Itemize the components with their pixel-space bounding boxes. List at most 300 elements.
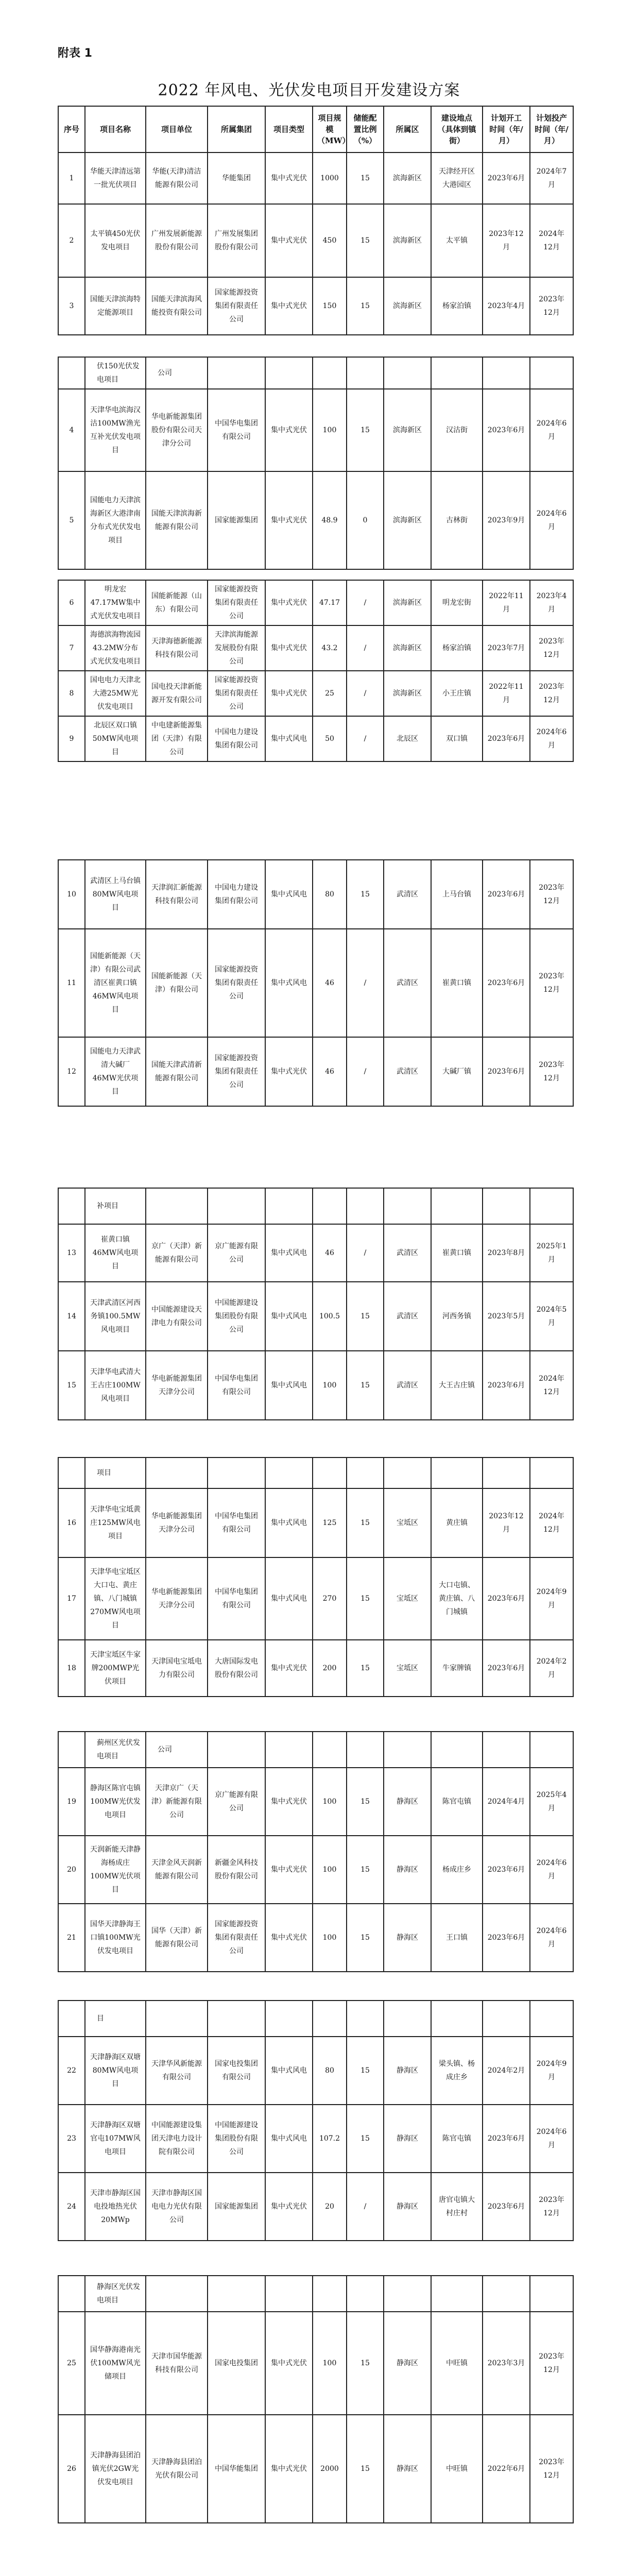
cell-group: 国家电投集团有限公司: [208, 2037, 265, 2105]
cell-name: 崔黄口镇46MW风电项目: [85, 1224, 146, 1282]
empty-cell: [58, 1458, 85, 1488]
table-row: [58, 2037, 573, 2105]
cell-finish: 2023年12月: [530, 277, 573, 335]
empty-cell: [530, 1458, 573, 1488]
cell-group: 中国华电集团有限公司: [208, 1351, 265, 1420]
cell-capacity: 1000: [313, 152, 347, 204]
cell-start: 2023年6月: [483, 716, 530, 761]
cell-seq: 13: [58, 1224, 85, 1282]
table-row: [58, 580, 573, 625]
empty-cell: [146, 1458, 208, 1488]
cell-capacity: 46: [313, 1224, 347, 1282]
cell-district: 宝坻区: [384, 1557, 431, 1640]
cell-finish: 2023年12月: [530, 671, 573, 716]
cell-storage: 15: [347, 1557, 384, 1640]
continuation-row: [58, 2001, 573, 2037]
cell-capacity: 80: [313, 860, 347, 929]
table-row: [58, 1037, 573, 1106]
cell-seq: 24: [58, 2173, 85, 2241]
cell-unit: 天津京广（天津）新能源有限公司: [146, 1768, 208, 1836]
cell-name: 天津宝坻区牛家牌200MWP光伏项目: [85, 1640, 146, 1697]
table-row: [58, 2173, 573, 2241]
cell-type: 集中式风电: [265, 860, 313, 929]
cell-group: 中国华能集团: [208, 2415, 265, 2523]
cell-storage: 15: [347, 1351, 384, 1420]
cell-location: 杨成庄乡: [431, 1836, 483, 1904]
empty-cell: [313, 1458, 347, 1488]
cell-type: 集中式光伏: [265, 2173, 313, 2241]
table-row: [58, 1904, 573, 1972]
cell-storage: /: [347, 580, 384, 625]
cell-start: 2023年3月: [483, 2312, 530, 2415]
cell-district: 静海区: [384, 2037, 431, 2105]
empty-cell: [431, 1188, 483, 1224]
cell-group: 京广能源有限公司: [208, 1224, 265, 1282]
cell-unit: 中电建新能源集团（天津）有限公司: [146, 716, 208, 761]
cell-seq: 7: [58, 625, 85, 671]
cell-group: 中国华电集团有限公司: [208, 1488, 265, 1557]
empty-cell: [530, 1732, 573, 1768]
cell-name: 海德滨海物流园43.2MW分布式光伏发电项目: [85, 625, 146, 671]
empty-cell: [483, 1458, 530, 1488]
continued-project-unit: 公司: [146, 357, 208, 389]
cell-storage: 15: [347, 2312, 384, 2415]
cell-district: 滨海新区: [384, 152, 431, 204]
cell-name: 天津华电宝坻黄庄125MW风电项目: [85, 1488, 146, 1557]
empty-cell: [384, 1188, 431, 1224]
table-row: [58, 1224, 573, 1282]
cell-unit: 国能天津滨海风能投资有限公司: [146, 277, 208, 335]
cell-capacity: 43.2: [313, 625, 347, 671]
cell-type: 集中式风电: [265, 929, 313, 1037]
cell-seq: 10: [58, 860, 85, 929]
project-table: [58, 357, 574, 570]
cell-group: 国家能源投资集团有限责任公司: [208, 671, 265, 716]
column-header-location: 建设地点（具体到镇街）: [431, 106, 483, 152]
cell-capacity: 25: [313, 671, 347, 716]
cell-capacity: 100: [313, 1351, 347, 1420]
cell-capacity: 46: [313, 929, 347, 1037]
cell-finish: 2024年6月: [530, 389, 573, 471]
cell-location: 天津经开区大港园区: [431, 152, 483, 204]
cell-location: 太平镇: [431, 204, 483, 277]
cell-storage: 15: [347, 2415, 384, 2523]
cell-district: 武清区: [384, 1282, 431, 1351]
table-row: [58, 389, 573, 471]
cell-group: 天津滨海能源发展股份有限公司: [208, 625, 265, 671]
continued-project-name: 补项目: [85, 1188, 146, 1224]
empty-cell: [58, 2001, 85, 2037]
empty-cell: [208, 2276, 265, 2312]
cell-type: 集中式光伏: [265, 1640, 313, 1697]
column-header-start: 计划开工时间（年/月）: [483, 106, 530, 152]
cell-district: 滨海新区: [384, 671, 431, 716]
cell-district: 静海区: [384, 2173, 431, 2241]
table-page-8: [58, 2000, 573, 2241]
empty-cell: [483, 1732, 530, 1768]
cell-seq: 15: [58, 1351, 85, 1420]
cell-name: 明龙宏47.17MW集中式光伏发电项目: [85, 580, 146, 625]
empty-cell: [146, 1188, 208, 1224]
empty-cell: [384, 357, 431, 389]
cell-group: 国家能源投资集团有限责任公司: [208, 1904, 265, 1972]
cell-capacity: 47.17: [313, 580, 347, 625]
project-table: [58, 580, 574, 762]
table-row: [58, 2105, 573, 2173]
cell-unit: 天津金风天润新能源有限公司: [146, 1836, 208, 1904]
cell-storage: 0: [347, 471, 384, 569]
cell-unit: 天津市静海区国电电力光伏有限公司: [146, 2173, 208, 2241]
cell-start: 2023年12月: [483, 1488, 530, 1557]
cell-district: 北辰区: [384, 716, 431, 761]
cell-finish: 2024年9月: [530, 2037, 573, 2105]
empty-cell: [347, 1458, 384, 1488]
column-header-district: 所属区: [384, 106, 431, 152]
cell-storage: /: [347, 2173, 384, 2241]
cell-type: 集中式光伏: [265, 625, 313, 671]
cell-district: 武清区: [384, 1224, 431, 1282]
cell-seq: 14: [58, 1282, 85, 1351]
continued-project-name: 目: [85, 2001, 146, 2037]
cell-seq: 8: [58, 671, 85, 716]
table-row: [58, 625, 573, 671]
cell-finish: 2025年1月: [530, 1224, 573, 1282]
cell-group: 中国华电集团有限公司: [208, 389, 265, 471]
empty-cell: [530, 2001, 573, 2037]
cell-finish: 2024年6月: [530, 1904, 573, 1972]
cell-unit: 华电新能源集团天津分公司: [146, 1351, 208, 1420]
continued-project-name: 项目: [85, 1458, 146, 1488]
cell-location: 双口镇: [431, 716, 483, 761]
empty-cell: [431, 357, 483, 389]
cell-unit: 华电新能源集团股份有限公司天津分公司: [146, 389, 208, 471]
cell-location: 汉沽街: [431, 389, 483, 471]
cell-district: 静海区: [384, 1904, 431, 1972]
empty-cell: [208, 1458, 265, 1488]
cell-location: 杨家泊镇: [431, 625, 483, 671]
empty-cell: [384, 2276, 431, 2312]
cell-start: 2023年6月: [483, 2173, 530, 2241]
empty-cell: [347, 357, 384, 389]
empty-cell: [313, 2001, 347, 2037]
empty-cell: [313, 357, 347, 389]
cell-capacity: 46: [313, 1037, 347, 1106]
cell-group: 国家能源集团: [208, 2173, 265, 2241]
table-page-4: [58, 859, 573, 1107]
empty-cell: [58, 1732, 85, 1768]
cell-group: 国家能源投资集团有限责任公司: [208, 929, 265, 1037]
cell-storage: 15: [347, 1768, 384, 1836]
cell-district: 滨海新区: [384, 389, 431, 471]
table-row: [58, 1836, 573, 1904]
cell-location: 杨家泊镇: [431, 277, 483, 335]
cell-capacity: 100: [313, 1836, 347, 1904]
cell-capacity: 125: [313, 1488, 347, 1557]
cell-storage: /: [347, 1224, 384, 1282]
table-row: [58, 152, 573, 204]
empty-cell: [208, 2001, 265, 2037]
cell-group: 国家能源投资集团有限责任公司: [208, 277, 265, 335]
table-row: [58, 929, 573, 1037]
cell-seq: 1: [58, 152, 85, 204]
cell-unit: 中国能源建设天津电力有限公司: [146, 1282, 208, 1351]
cell-finish: 2023年12月: [530, 625, 573, 671]
cell-type: 集中式风电: [265, 716, 313, 761]
project-table: [58, 2000, 574, 2241]
cell-group: 中国电力建设集团有限公司: [208, 860, 265, 929]
cell-start: 2023年6月: [483, 2105, 530, 2173]
cell-capacity: 100: [313, 1768, 347, 1836]
cell-start: 2023年7月: [483, 625, 530, 671]
table-row: [58, 2312, 573, 2415]
empty-cell: [58, 357, 85, 389]
cell-name: 国华天津静海王口镇100MW光伏发电项目: [85, 1904, 146, 1972]
cell-type: 集中式光伏: [265, 2312, 313, 2415]
empty-cell: [265, 1188, 313, 1224]
cell-capacity: 100: [313, 1904, 347, 1972]
cell-type: 集中式风电: [265, 1224, 313, 1282]
cell-type: 集中式光伏: [265, 152, 313, 204]
cell-type: 集中式光伏: [265, 1037, 313, 1106]
continuation-row: [58, 1458, 573, 1488]
cell-capacity: 450: [313, 204, 347, 277]
cell-unit: 国能天津武清新能源有限公司: [146, 1037, 208, 1106]
empty-cell: [347, 2001, 384, 2037]
cell-start: 2023年8月: [483, 1224, 530, 1282]
table-row: [58, 471, 573, 569]
cell-capacity: 80: [313, 2037, 347, 2105]
empty-cell: [431, 1732, 483, 1768]
continuation-row: [58, 357, 573, 389]
cell-location: 古林街: [431, 471, 483, 569]
continuation-row: [58, 1188, 573, 1224]
cell-type: 集中式光伏: [265, 1904, 313, 1972]
cell-location: 大王古庄镇: [431, 1351, 483, 1420]
cell-start: 2023年6月: [483, 1640, 530, 1697]
project-table: [58, 1457, 574, 1697]
cell-storage: 15: [347, 860, 384, 929]
cell-location: 王口镇: [431, 1904, 483, 1972]
cell-name: 天津静海区双塘官屯107MW风电项目: [85, 2105, 146, 2173]
cell-location: 中旺镇: [431, 2415, 483, 2523]
cell-district: 宝坻区: [384, 1488, 431, 1557]
cell-type: 集中式风电: [265, 2037, 313, 2105]
cell-start: 2023年6月: [483, 1037, 530, 1106]
cell-finish: 2024年6月: [530, 716, 573, 761]
cell-location: 小王庄镇: [431, 671, 483, 716]
cell-name: 国华静海港南光伏100MW风光储项目: [85, 2312, 146, 2415]
cell-seq: 16: [58, 1488, 85, 1557]
cell-location: 陈官屯镇: [431, 2105, 483, 2173]
cell-group: 中国能源建设集团股份有限公司: [208, 1282, 265, 1351]
cell-seq: 3: [58, 277, 85, 335]
cell-storage: 15: [347, 1640, 384, 1697]
cell-finish: 2024年7月: [530, 152, 573, 204]
cell-name: 天津市静海区国电投地热光伏20MWp: [85, 2173, 146, 2241]
cell-district: 静海区: [384, 1768, 431, 1836]
cell-group: 大唐国际发电股份有限公司: [208, 1640, 265, 1697]
cell-seq: 20: [58, 1836, 85, 1904]
cell-unit: 天津静海县团泊光伏有限公司: [146, 2415, 208, 2523]
cell-seq: 23: [58, 2105, 85, 2173]
empty-cell: [483, 2276, 530, 2312]
cell-finish: 2024年5月: [530, 1282, 573, 1351]
cell-district: 宝坻区: [384, 1640, 431, 1697]
cell-group: 广州发展集团股份有限公司: [208, 204, 265, 277]
table-row: [58, 1768, 573, 1836]
cell-finish: 2024年12月: [530, 1488, 573, 1557]
cell-unit: 国电投天津新能源开发有限公司: [146, 671, 208, 716]
project-table: [58, 1731, 574, 1972]
cell-storage: /: [347, 625, 384, 671]
cell-group: 中国电力建设集团有限公司: [208, 716, 265, 761]
cell-district: 滨海新区: [384, 204, 431, 277]
cell-unit: 国能新能源（天津）有限公司: [146, 929, 208, 1037]
empty-cell: [265, 2276, 313, 2312]
cell-capacity: 100: [313, 2312, 347, 2415]
cell-capacity: 100: [313, 389, 347, 471]
empty-cell: [483, 357, 530, 389]
empty-cell: [146, 2276, 208, 2312]
cell-seq: 18: [58, 1640, 85, 1697]
cell-storage: 15: [347, 1904, 384, 1972]
cell-capacity: 150: [313, 277, 347, 335]
cell-location: 崔黄口镇: [431, 929, 483, 1037]
empty-cell: [431, 2001, 483, 2037]
cell-storage: /: [347, 671, 384, 716]
cell-capacity: 48.9: [313, 471, 347, 569]
cell-type: 集中式风电: [265, 1282, 313, 1351]
table-page-2: [58, 357, 573, 570]
table-page-5: [58, 1188, 573, 1420]
cell-unit: 中国能源建设集团天津电力设计院有限公司: [146, 2105, 208, 2173]
cell-storage: 15: [347, 152, 384, 204]
cell-start: 2022年11月: [483, 580, 530, 625]
empty-cell: [530, 1188, 573, 1224]
header-row: [58, 106, 573, 152]
cell-seq: 26: [58, 2415, 85, 2523]
cell-type: 集中式光伏: [265, 2415, 313, 2523]
cell-location: 明龙宏街: [431, 580, 483, 625]
cell-capacity: 200: [313, 1640, 347, 1697]
cell-start: 2023年6月: [483, 1351, 530, 1420]
cell-district: 静海区: [384, 2415, 431, 2523]
cell-start: 2023年6月: [483, 1557, 530, 1640]
empty-cell: [208, 1732, 265, 1768]
cell-start: 2023年6月: [483, 152, 530, 204]
cell-location: 陈官屯镇: [431, 1768, 483, 1836]
cell-name: 天津静海县团泊镇光伏2GW光伏发电项目: [85, 2415, 146, 2523]
table-page-7: [58, 1731, 573, 1972]
cell-type: 集中式风电: [265, 2105, 313, 2173]
cell-unit: 广州发展新能源股份有限公司: [146, 204, 208, 277]
cell-storage: 15: [347, 204, 384, 277]
cell-group: 国家能源集团: [208, 471, 265, 569]
table-page-9: [58, 2275, 573, 2523]
empty-cell: [265, 1732, 313, 1768]
attachment-label: 附表 1: [58, 47, 92, 60]
empty-cell: [265, 357, 313, 389]
cell-finish: 2024年12月: [530, 204, 573, 277]
cell-finish: 2023年12月: [530, 1037, 573, 1106]
empty-cell: [208, 1188, 265, 1224]
cell-seq: 6: [58, 580, 85, 625]
table-row: [58, 204, 573, 277]
column-header-finish: 计划投产时间（年/月）: [530, 106, 573, 152]
cell-seq: 17: [58, 1557, 85, 1640]
cell-type: 集中式光伏: [265, 204, 313, 277]
empty-cell: [313, 1188, 347, 1224]
cell-finish: 2024年6月: [530, 471, 573, 569]
continued-project-name: 静海区光伏发电项目: [85, 2276, 146, 2312]
cell-seq: 25: [58, 2312, 85, 2415]
cell-name: 天津华电武清大王古庄100MW风电项目: [85, 1351, 146, 1420]
cell-type: 集中式风电: [265, 1488, 313, 1557]
empty-cell: [530, 357, 573, 389]
cell-finish: 2023年12月: [530, 2312, 573, 2415]
cell-name: 华能天津清远第一批光伏项目: [85, 152, 146, 204]
cell-location: 大碱厂镇: [431, 1037, 483, 1106]
cell-name: 北辰区双口镇50MW风电项目: [85, 716, 146, 761]
cell-unit: 华电新能源集团天津分公司: [146, 1488, 208, 1557]
cell-finish: 2023年12月: [530, 929, 573, 1037]
cell-location: 唐官屯镇大村庄村: [431, 2173, 483, 2241]
cell-location: 梁头镇、杨成庄乡: [431, 2037, 483, 2105]
cell-name: 太平镇450光伏发电项目: [85, 204, 146, 277]
cell-finish: 2024年12月: [530, 1351, 573, 1420]
cell-unit: 天津海德新能源科技有限公司: [146, 625, 208, 671]
cell-type: 集中式风电: [265, 1557, 313, 1640]
empty-cell: [265, 1458, 313, 1488]
cell-unit: 京广（天津）新能源有限公司: [146, 1224, 208, 1282]
cell-unit: 天津市国华能源科技有限公司: [146, 2312, 208, 2415]
empty-cell: [347, 2276, 384, 2312]
cell-start: 2023年4月: [483, 277, 530, 335]
empty-cell: [347, 1188, 384, 1224]
cell-unit: 华电新能源集团天津分公司: [146, 1557, 208, 1640]
cell-type: 集中式光伏: [265, 580, 313, 625]
cell-start: 2023年6月: [483, 860, 530, 929]
table-row: [58, 1488, 573, 1557]
cell-start: 2023年5月: [483, 1282, 530, 1351]
empty-cell: [313, 2276, 347, 2312]
empty-cell: [431, 2276, 483, 2312]
cell-name: 国能新能源（天津）有限公司武清区崔黄口镇46MW风电项目: [85, 929, 146, 1037]
cell-location: 河西务镇: [431, 1282, 483, 1351]
cell-finish: 2024年6月: [530, 1836, 573, 1904]
cell-name: 天津华电宝坻区大口屯、黄庄镇、八门城镇270MW风电项目: [85, 1557, 146, 1640]
table-row: [58, 2415, 573, 2523]
cell-unit: 国能天津滨海新能源有限公司: [146, 471, 208, 569]
continued-project-name: 蓟州区光伏发电项目: [85, 1732, 146, 1768]
cell-district: 滨海新区: [384, 580, 431, 625]
empty-cell: [384, 1732, 431, 1768]
cell-finish: 2024年6月: [530, 2105, 573, 2173]
project-table: [58, 859, 574, 1107]
cell-finish: 2023年12月: [530, 2173, 573, 2241]
cell-seq: 19: [58, 1768, 85, 1836]
cell-name: 武清区上马台镇80MW风电项目: [85, 860, 146, 929]
cell-name: 天津静海区双塘80MW风电项目: [85, 2037, 146, 2105]
empty-cell: [384, 2001, 431, 2037]
cell-start: 2022年6月: [483, 2415, 530, 2523]
cell-start: 2023年6月: [483, 1904, 530, 1972]
empty-cell: [208, 357, 265, 389]
cell-type: 集中式光伏: [265, 277, 313, 335]
cell-start: 2023年6月: [483, 389, 530, 471]
cell-storage: /: [347, 1037, 384, 1106]
cell-location: 中旺镇: [431, 2312, 483, 2415]
